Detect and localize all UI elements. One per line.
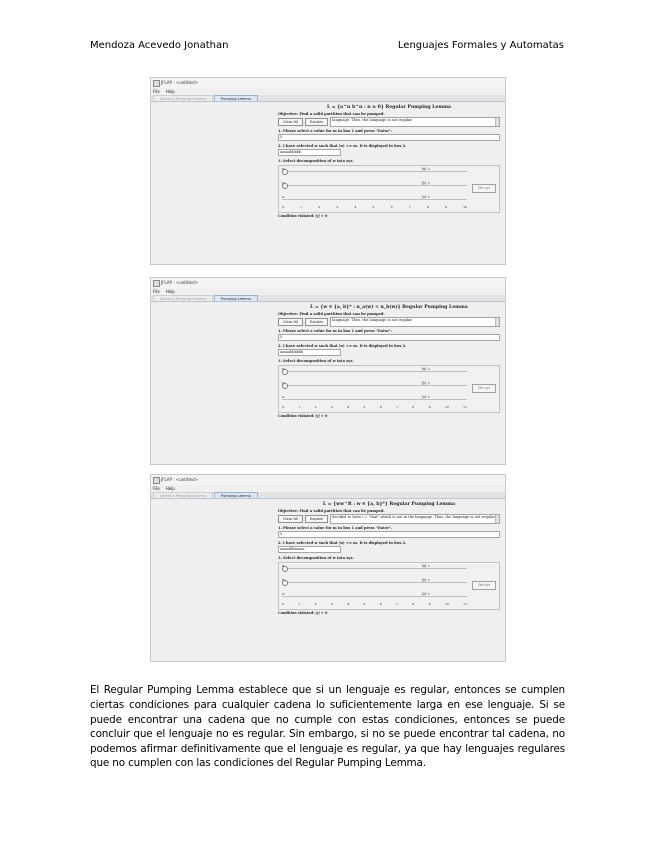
explain-button[interactable]: Explain <box>305 118 328 126</box>
tab-pumping-lemma[interactable]: Pumping Lemma <box>214 492 258 498</box>
jflap-app-icon <box>153 477 160 484</box>
clear-all-button[interactable]: Clear All <box>278 118 303 126</box>
clear-all-button[interactable]: Clear All <box>278 318 303 326</box>
action-row <box>278 514 500 523</box>
jflap-screenshot-1 <box>150 77 506 265</box>
lemma-content <box>151 303 505 464</box>
header-author: Mendoza Acevedo Jonathan <box>90 40 229 51</box>
m-input[interactable]: 5 <box>278 531 500 538</box>
set-xyz-button[interactable]: Set xyz <box>472 581 496 590</box>
step2-label: 2. I have selected w such that |w| >= m. It is displayed in box 2. <box>278 144 407 148</box>
y-slider-knob[interactable] <box>282 580 288 586</box>
message-box: decided to have i = "that" which is not in the language. Thus, the language is not regular <box>330 514 500 524</box>
decomposition-panel <box>278 562 500 610</box>
tab-select-lemma[interactable]: Select a Pumping Lemma <box>153 295 213 301</box>
menu-file[interactable]: File <box>153 289 160 294</box>
z-slider-row: z: |z| = <box>282 395 467 403</box>
condition-text: Condition violated: |y| > 0 <box>278 611 328 615</box>
lemma-panel <box>278 103 500 258</box>
tab-strip <box>151 492 505 499</box>
y-slider-knob[interactable] <box>282 183 288 189</box>
step3-label: 3. Select decomposition of w into xyz. <box>278 359 354 363</box>
tick-row: 0 1 2 3 4 5 6 7 8 9 10 11 <box>282 602 467 606</box>
decomposition-panel <box>278 365 500 413</box>
jflap-screenshot-2 <box>150 277 506 465</box>
w-display: aaaaabbaaaaa <box>278 546 341 553</box>
tab-select-lemma[interactable]: Select a Pumping Lemma <box>153 492 213 498</box>
tick-row: 0 1 2 3 4 5 6 7 8 9 10 11 <box>282 405 467 409</box>
condition-text: Condition violated: |y| > 0 <box>278 214 328 218</box>
tab-pumping-lemma[interactable]: Pumping Lemma <box>214 295 258 301</box>
window-titlebar: JFLAP : <untitled> <box>151 475 505 485</box>
set-xyz-button[interactable]: Set xyz <box>472 384 496 393</box>
x-slider-row: |x| = <box>282 167 467 175</box>
objective-text: Objective: Find a valid partition that can be pumped. <box>278 312 385 316</box>
x-slider-knob[interactable] <box>282 566 288 572</box>
menu-bar <box>151 288 505 295</box>
message-scrollbar[interactable] <box>495 118 499 126</box>
tab-pumping-lemma[interactable]: Pumping Lemma <box>214 95 258 101</box>
lemma-title: L = {ww^R : w ∈ {a, b}*} Regular Pumping Lemma <box>322 502 456 507</box>
explain-button[interactable]: Explain <box>305 318 328 326</box>
explain-button[interactable]: Explain <box>305 515 328 523</box>
w-display: aaaaabbbbbb <box>278 349 341 356</box>
lemma-content <box>151 103 505 264</box>
step1-label: 1. Please select a value for m in box 1 and press "Enter". <box>278 129 393 133</box>
explanation-paragraph: El Regular Pumping Lemma establece que si un lenguaje es regular, entonces se cumplen ciertas condiciones para cualquier cadena lo suficientemente larga en ese lenguaje. Si se puede encontrar una cadena que no cumple con estas condiciones, entonces se puede concluir que el lenguaje no es regular. Sin embargo, si no se puede encontrar tal cadena, no podemos afirmar definitivamente que el lenguaje es regular, ya que hay lenguajes regulares que no cumplen con las condiciones del Regular Pumping Lemma. <box>90 684 565 770</box>
x-slider-row: |x| = <box>282 564 467 572</box>
tab-strip <box>151 95 505 102</box>
z-slider-row: z: |z| = <box>282 195 467 203</box>
jflap-screenshot-3 <box>150 474 506 662</box>
set-xyz-button[interactable]: Set xyz <box>472 184 496 193</box>
message-box: language. Thus, the language is not regular. <box>330 317 500 327</box>
y-slider-row: |y| = <box>282 181 467 189</box>
lemma-title: L = {w ∈ {a, b}* : n_a(w) < n_b(w)} Regular Pumping Lemma <box>310 305 468 310</box>
x-slider-knob[interactable] <box>282 369 288 375</box>
z-slider-row: z: |z| = <box>282 592 467 600</box>
lemma-content <box>151 500 505 661</box>
objective-text: Objective: Find a valid partition that can be pumped. <box>278 112 385 116</box>
x-slider-row: |x| = <box>282 367 467 375</box>
tab-strip <box>151 295 505 302</box>
decomposition-panel <box>278 165 500 213</box>
jflap-app-icon <box>153 80 160 87</box>
step2-label: 2. I have selected w such that |w| >= m. It is displayed in box 2. <box>278 541 407 545</box>
menu-bar <box>151 88 505 95</box>
menu-help[interactable]: Help <box>165 289 175 294</box>
lemma-panel <box>278 303 500 458</box>
menu-file[interactable]: File <box>153 486 160 491</box>
objective-text: Objective: Find a valid partition that can be pumped. <box>278 509 385 513</box>
step3-label: 3. Select decomposition of w into xyz. <box>278 159 354 163</box>
menu-help[interactable]: Help <box>165 486 175 491</box>
y-slider-row: |y| = <box>282 578 467 586</box>
lemma-panel <box>278 500 500 655</box>
m-input[interactable]: 5 <box>278 134 500 141</box>
action-row <box>278 117 500 126</box>
tick-row: 0 1 2 3 4 5 6 7 8 9 10 <box>282 205 467 209</box>
message-scrollbar[interactable] <box>495 515 499 523</box>
step3-label: 3. Select decomposition of w into xyz. <box>278 556 354 560</box>
w-display: aaaaabbbbb <box>278 149 341 156</box>
menu-file[interactable]: File <box>153 89 160 94</box>
y-slider-row: |y| = <box>282 381 467 389</box>
step1-label: 1. Please select a value for m in box 1 and press "Enter". <box>278 526 393 530</box>
clear-all-button[interactable]: Clear All <box>278 515 303 523</box>
lemma-title: L = {a^n b^n : n ≥ 0} Regular Pumping Lemma <box>326 105 452 110</box>
y-slider-knob[interactable] <box>282 383 288 389</box>
header-course: Lenguajes Formales y Automatas <box>397 40 564 51</box>
window-titlebar: JFLAP : <untitled> <box>151 78 505 88</box>
tab-select-lemma[interactable]: Select a Pumping Lemma <box>153 95 213 101</box>
step1-label: 1. Please select a value for m in box 1 and press "Enter". <box>278 329 393 333</box>
action-row <box>278 317 500 326</box>
step2-label: 2. I have selected w such that |w| >= m. It is displayed in box 2. <box>278 344 407 348</box>
menu-help[interactable]: Help <box>165 89 175 94</box>
x-slider-knob[interactable] <box>282 169 288 175</box>
condition-text: Condition violated: |y| > 0 <box>278 414 328 418</box>
message-box: language. Thus, the language is not regular. <box>330 117 500 127</box>
jflap-app-icon <box>153 280 160 287</box>
window-titlebar: JFLAP : <untitled> <box>151 278 505 288</box>
message-scrollbar[interactable] <box>495 318 499 326</box>
menu-bar <box>151 485 505 492</box>
m-input[interactable]: 5 <box>278 334 500 341</box>
